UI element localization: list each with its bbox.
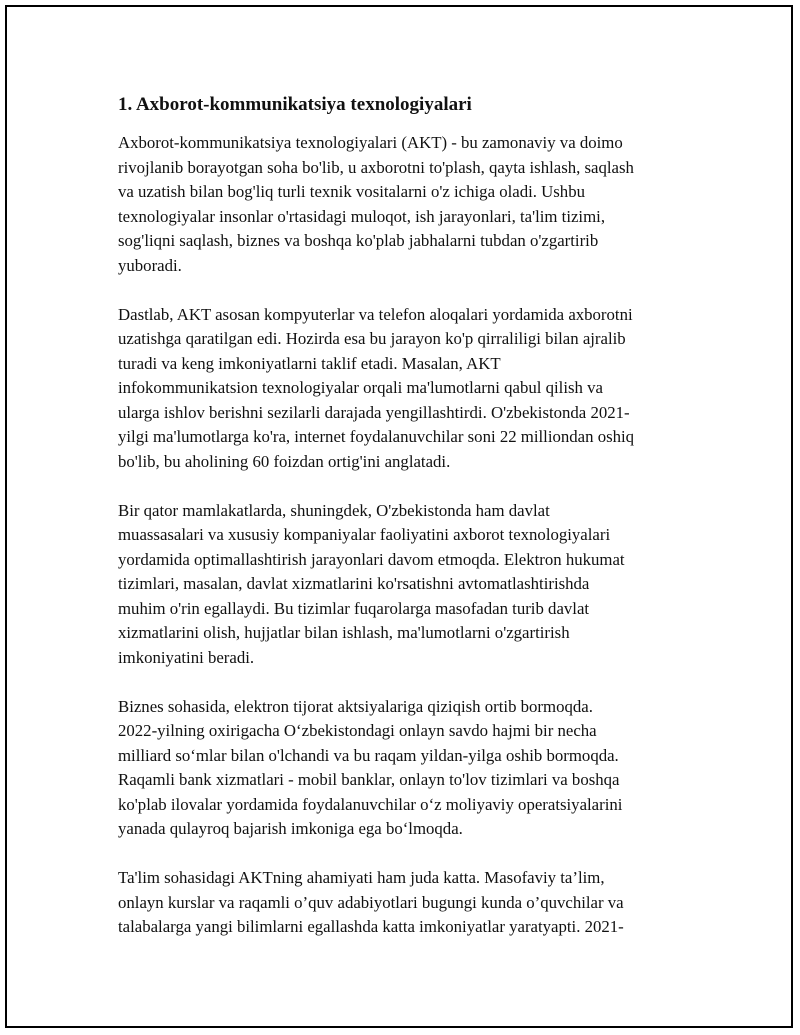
text-line: texnologiyalar insonlar o'rtasidagi muloqot, ish jarayonlari, ta'lim tizimi, bbox=[118, 206, 606, 226]
text-line: rivojlanib borayotgan soha bo'lib, u axborotni to'plash, qayta ishlash, saqlash bbox=[118, 157, 634, 177]
text-line: xizmatlarini olish, hujjatlar bilan ishlash, ma'lumotlarni o'zgartirish bbox=[118, 623, 570, 642]
text-line: yuboradi. bbox=[118, 255, 182, 275]
text-line: Biznes sohasida, elektron tijorat aktsiyalariga qiziqish ortib bormoqda. bbox=[118, 696, 593, 716]
paragraph-4 bbox=[118, 695, 688, 842]
paragraph-3 bbox=[118, 499, 688, 671]
text-line: milliard so‘mlar bilan o'lchandi va bu raqam yildan-yilga oshib bormoqda. bbox=[118, 745, 619, 765]
text-line: ko'plab ilovalar yordamida foydalanuvchilar o‘z moliyaviy operatsiyalarini bbox=[118, 794, 623, 814]
text-line: uzatishga qaratilgan edi. Hozirda esa bu jarayon ko'p qirraliligi bilan ajralib bbox=[118, 329, 626, 348]
text-line: Axborot-kommunikatsiya texnologiyalari (AKT) - bu zamonaviy va doimo bbox=[118, 133, 623, 152]
text-line: bo'lib, bu aholining 60 foizdan ortig'ini anglatadi. bbox=[118, 451, 451, 471]
paragraph-5 bbox=[118, 866, 688, 940]
text-line: muassasalari va xususiy kompaniyalar faoliyatini axborot texnologiyalari bbox=[118, 525, 611, 544]
text-line: sog'liqni saqlash, biznes va boshqa ko'plab jabhalarni tubdan o'zgartirib bbox=[118, 231, 599, 250]
text-line: Dastlab, AKT asosan kompyuterlar va telefon aloqalari yordamida axborotni bbox=[118, 304, 633, 324]
text-line: tizimlari, masalan, davlat xizmatlarini ko'rsatishni avtomatlashtirishda bbox=[118, 574, 590, 593]
text-line: Raqamli bank xizmatlari - mobil banklar, onlayn to'lov tizimlari va boshqa bbox=[118, 770, 620, 789]
section-heading: 1. Axborot-kommunikatsiya texnologiyalari bbox=[118, 94, 472, 115]
text-line: onlayn kurslar va raqamli o’quv adabiyotlari bugungi kunda o’quvchilar va bbox=[118, 892, 624, 912]
text-line: yordamida optimallashtirish jarayonlari davom etmoqda. Elektron hukumat bbox=[118, 549, 625, 569]
text-line: imkoniyatini beradi. bbox=[118, 647, 255, 667]
text-line: turadi va keng imkoniyatlarni taklif etadi. Masalan, AKT bbox=[118, 353, 501, 373]
text-line: va uzatish bilan bog'liq turli texnik vositalarni o'z ichiga oladi. Ushbu bbox=[118, 182, 585, 201]
paragraph-1 bbox=[118, 131, 688, 278]
text-line: infokommunikatsion texnologiyalar orqali ma'lumotlarni qabul qilish va bbox=[118, 378, 603, 397]
text-line: ularga ishlov berishni sezilarli darajada yengillashtirdi. O'zbekistonda 2021- bbox=[118, 402, 630, 422]
text-line: yilgi ma'lumotlarga ko'ra, internet foydalanuvchilar soni 22 milliondan oshiq bbox=[118, 427, 635, 446]
text-line: Ta'lim sohasidagi AKTning ahamiyati ham juda katta. Masofaviy ta’lim, bbox=[118, 868, 605, 887]
text-line: yanada qulayroq bajarish imkoniga ega bo‘lmoqda. bbox=[118, 819, 463, 838]
text-line: muhim o'rin egallaydi. Bu tizimlar fuqarolarga masofadan turib davlat bbox=[118, 598, 590, 618]
text-line: 2022-yilning oxirigacha O‘zbekistondagi onlayn savdo hajmi bir necha bbox=[118, 721, 597, 740]
paragraph-2 bbox=[118, 303, 688, 475]
document-body bbox=[118, 93, 688, 964]
text-line: talabalarga yangi bilimlarni egallashda katta imkoniyatlar yaratyapti. 2021- bbox=[118, 917, 624, 936]
text-line: Bir qator mamlakatlarda, shuningdek, O'zbekistonda ham davlat bbox=[118, 500, 550, 520]
